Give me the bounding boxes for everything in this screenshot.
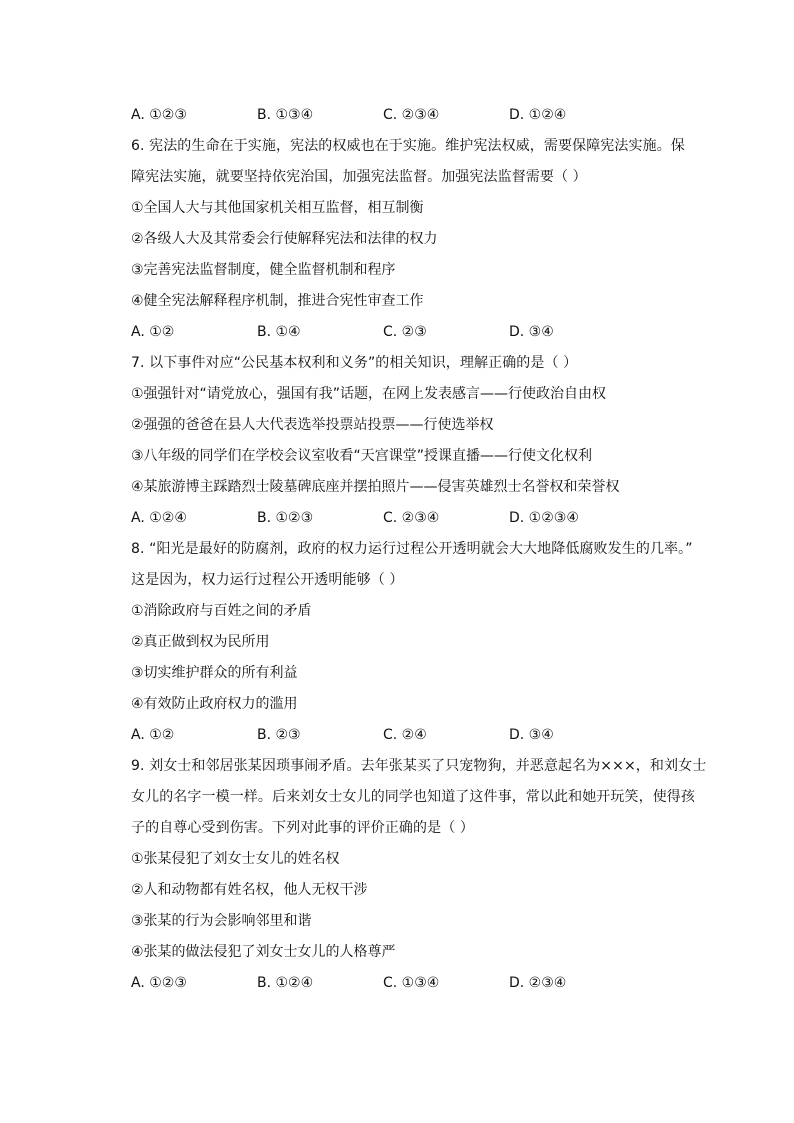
- q9-option-c: C. ①③④: [383, 975, 440, 991]
- q5-option-a: A. ①②③: [131, 107, 187, 123]
- q5-option-b: B. ①③④: [257, 107, 314, 123]
- q9-option-a: A. ①②③: [131, 975, 187, 991]
- q8-stem-line-1: 8. “阳光是最好的防腐剂，政府的权力运行过程公开透明就会大大地降低腐败发生的几率。”: [131, 541, 693, 557]
- q8-item-1: ①消除政府与百姓之间的矛盾: [131, 603, 312, 619]
- q7-option-c: C. ②③④: [383, 510, 440, 526]
- q9-item-3: ③张某的行为会影响邻里和谐: [131, 913, 312, 929]
- q9-option-b: B. ①②④: [257, 975, 314, 991]
- q9-item-1: ①张某侵犯了刘女士女儿的姓名权: [131, 851, 340, 867]
- q9-stem-line-2: 女儿的名字一模一样。后来刘女士女儿的同学也知道了这件事，常以此和她开玩笑，使得孩: [131, 789, 695, 805]
- q6-stem-line-1: 6. 宪法的生命在于实施，宪法的权威也在于实施。维护宪法权威，需要保障宪法实施。保: [131, 138, 685, 154]
- q7-item-1: ①强强针对“请党放心，强国有我”话题，在网上发表感言——行使政治自由权: [131, 386, 607, 402]
- q9-stem-line-1: 9. 刘女士和邻居张某因琐事闹矛盾。去年张某买了只宠物狗，并恶意起名为×××，和刘女士: [131, 758, 707, 774]
- q6-item-4: ④健全宪法解释程序机制，推进合宪性审查工作: [131, 293, 424, 309]
- q8-option-d: D. ③④: [509, 727, 554, 743]
- q9-item-4: ④张某的做法侵犯了刘女士女儿的人格尊严: [131, 944, 396, 960]
- q8-option-a: A. ①②: [131, 727, 175, 743]
- q6-item-2: ②各级人大及其常委会行使解释宪法和法律的权力: [131, 231, 438, 247]
- q9-stem-line-3: 子的自尊心受到伤害。下列对此事的评价正确的是（ ）: [131, 820, 474, 836]
- q9-option-d: D. ②③④: [509, 975, 567, 991]
- q8-option-c: C. ②④: [383, 727, 427, 743]
- q8-item-2: ②真正做到权为民所用: [131, 634, 270, 650]
- q7-option-a: A. ①②④: [131, 510, 187, 526]
- q6-options: [131, 317, 691, 348]
- q7-options: [131, 503, 691, 534]
- q5-option-c: C. ②③④: [383, 107, 440, 123]
- q8-options: [131, 720, 691, 751]
- q6-item-1: ①全国人大与其他国家机关相互监督，相互制衡: [131, 200, 424, 216]
- q7-option-d: D. ①②③④: [509, 510, 579, 526]
- question-list: [131, 100, 707, 999]
- q7-item-2: ②强强的爸爸在县人大代表选举投票站投票——行使选举权: [131, 417, 494, 433]
- q8-option-b: B. ②③: [257, 727, 301, 743]
- q6-item-3: ③完善宪法监督制度，健全监督机制和程序: [131, 262, 396, 278]
- q5-options: [131, 100, 691, 131]
- q7-stem-line-1: 7. 以下事件对应“公民基本权利和义务”的相关知识，理解正确的是（ ）: [131, 355, 578, 371]
- q7-item-3: ③八年级的同学们在学校会议室收看“天宫课堂”授课直播——行使文化权利: [131, 448, 593, 464]
- q6-stem-line-2: 障宪法实施，就要坚持依宪治国，加强宪法监督。加强宪法监督需要（ ）: [131, 169, 587, 185]
- q8-item-3: ③切实维护群众的所有利益: [131, 665, 298, 681]
- q6-option-b: B. ①④: [257, 324, 301, 340]
- q6-option-d: D. ③④: [509, 324, 554, 340]
- q5-option-d: D. ①②④: [509, 107, 567, 123]
- q8-item-4: ④有效防止政府权力的滥用: [131, 696, 298, 712]
- q8-stem-line-2: 这是因为，权力运行过程公开透明能够（ ）: [131, 572, 404, 588]
- q7-option-b: B. ①②③: [257, 510, 314, 526]
- q9-item-2: ②人和动物都有姓名权，他人无权干涉: [131, 882, 368, 898]
- q6-option-c: C. ②③: [383, 324, 427, 340]
- q6-option-a: A. ①②: [131, 324, 175, 340]
- q9-options: [131, 968, 691, 999]
- q7-item-4: ④某旅游博主踩踏烈士陵墓碑底座并摆拍照片——侵害英雄烈士名誉权和荣誉权: [131, 479, 620, 495]
